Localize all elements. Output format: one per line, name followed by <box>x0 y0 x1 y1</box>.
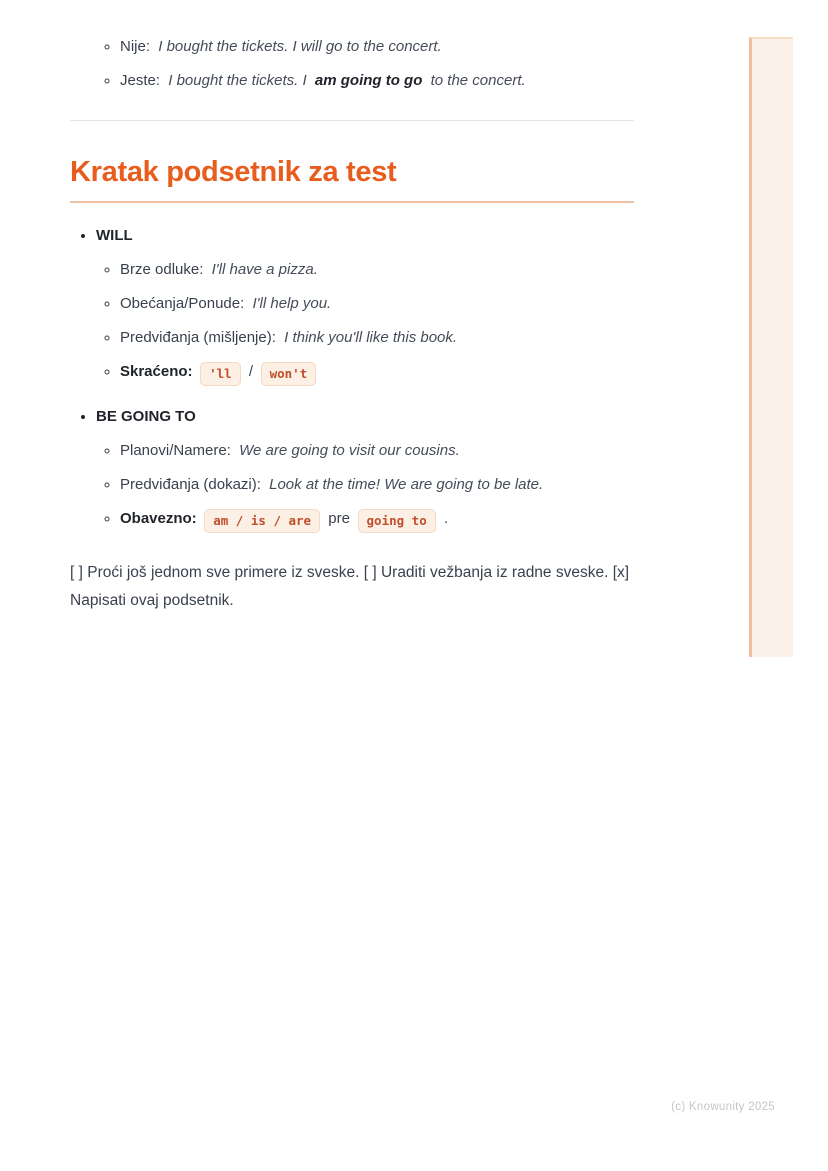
item-example-post: to the concert. <box>430 72 526 89</box>
intro-list <box>70 36 634 92</box>
item-example: I bought the tickets. I will go to the concert. <box>158 38 442 55</box>
list-item-obavezno <box>120 508 634 533</box>
code-chip: going to <box>358 509 436 533</box>
item-label: Obavezno: <box>120 510 197 527</box>
document-content <box>70 36 634 615</box>
list-item-be-going-to <box>96 406 634 533</box>
item-label: Skraćeno: <box>120 363 193 380</box>
item-label: Predviđanja (mišljenje): <box>120 329 276 346</box>
code-chip: 'll <box>200 362 241 386</box>
section-heading: Kratak podsetnik za test <box>70 154 634 203</box>
be-going-to-sublist <box>96 440 634 533</box>
list-item <box>120 474 634 496</box>
item-label: Jeste: <box>120 72 161 89</box>
chip-separator: / <box>248 363 254 380</box>
item-example: I think you'll like this book. <box>284 329 458 346</box>
list-item <box>120 293 634 315</box>
will-sublist <box>96 259 634 386</box>
list-item-skraceno <box>120 361 634 386</box>
checklist-paragraph: [ ] Proći još jednom sve primere iz sveske. [ ] Uraditi vežbanja iz radne sveske. [x] Napisati ovaj podsetnik. <box>70 564 630 609</box>
list-item-jeste <box>120 70 634 92</box>
list-item <box>120 440 634 462</box>
item-label: Predviđanja (dokazi): <box>120 476 261 493</box>
code-chip: won't <box>261 362 317 386</box>
item-example-pre: I bought the tickets. I <box>168 72 307 89</box>
item-example: I'll help you. <box>252 295 332 312</box>
code-chip: am / is / are <box>204 509 320 533</box>
item-example: We are going to visit our cousins. <box>239 442 460 459</box>
group-title: BE GOING TO <box>96 408 196 425</box>
item-example-bold: am going to go <box>314 72 423 89</box>
item-label: Nije: <box>120 38 151 55</box>
item-example: Look at the time! We are going to be late. <box>269 476 544 493</box>
section-divider <box>70 120 634 121</box>
copyright-footer: (c) Knowunity 2025 <box>671 1101 775 1113</box>
item-example: I'll have a pizza. <box>211 261 318 278</box>
list-item <box>120 327 634 349</box>
list-item-will <box>96 225 634 386</box>
list-item <box>120 259 634 281</box>
summary-list <box>70 225 634 533</box>
sentence-period: . <box>443 510 449 527</box>
list-item-nije <box>120 36 634 58</box>
page-edge-accent-bar <box>749 37 793 657</box>
chip-middle-word: pre <box>328 510 350 527</box>
item-label: Planovi/Namere: <box>120 442 231 459</box>
group-title: WILL <box>96 227 133 244</box>
item-label: Obećanja/Ponude: <box>120 295 245 312</box>
item-label: Brze odluke: <box>120 261 204 278</box>
